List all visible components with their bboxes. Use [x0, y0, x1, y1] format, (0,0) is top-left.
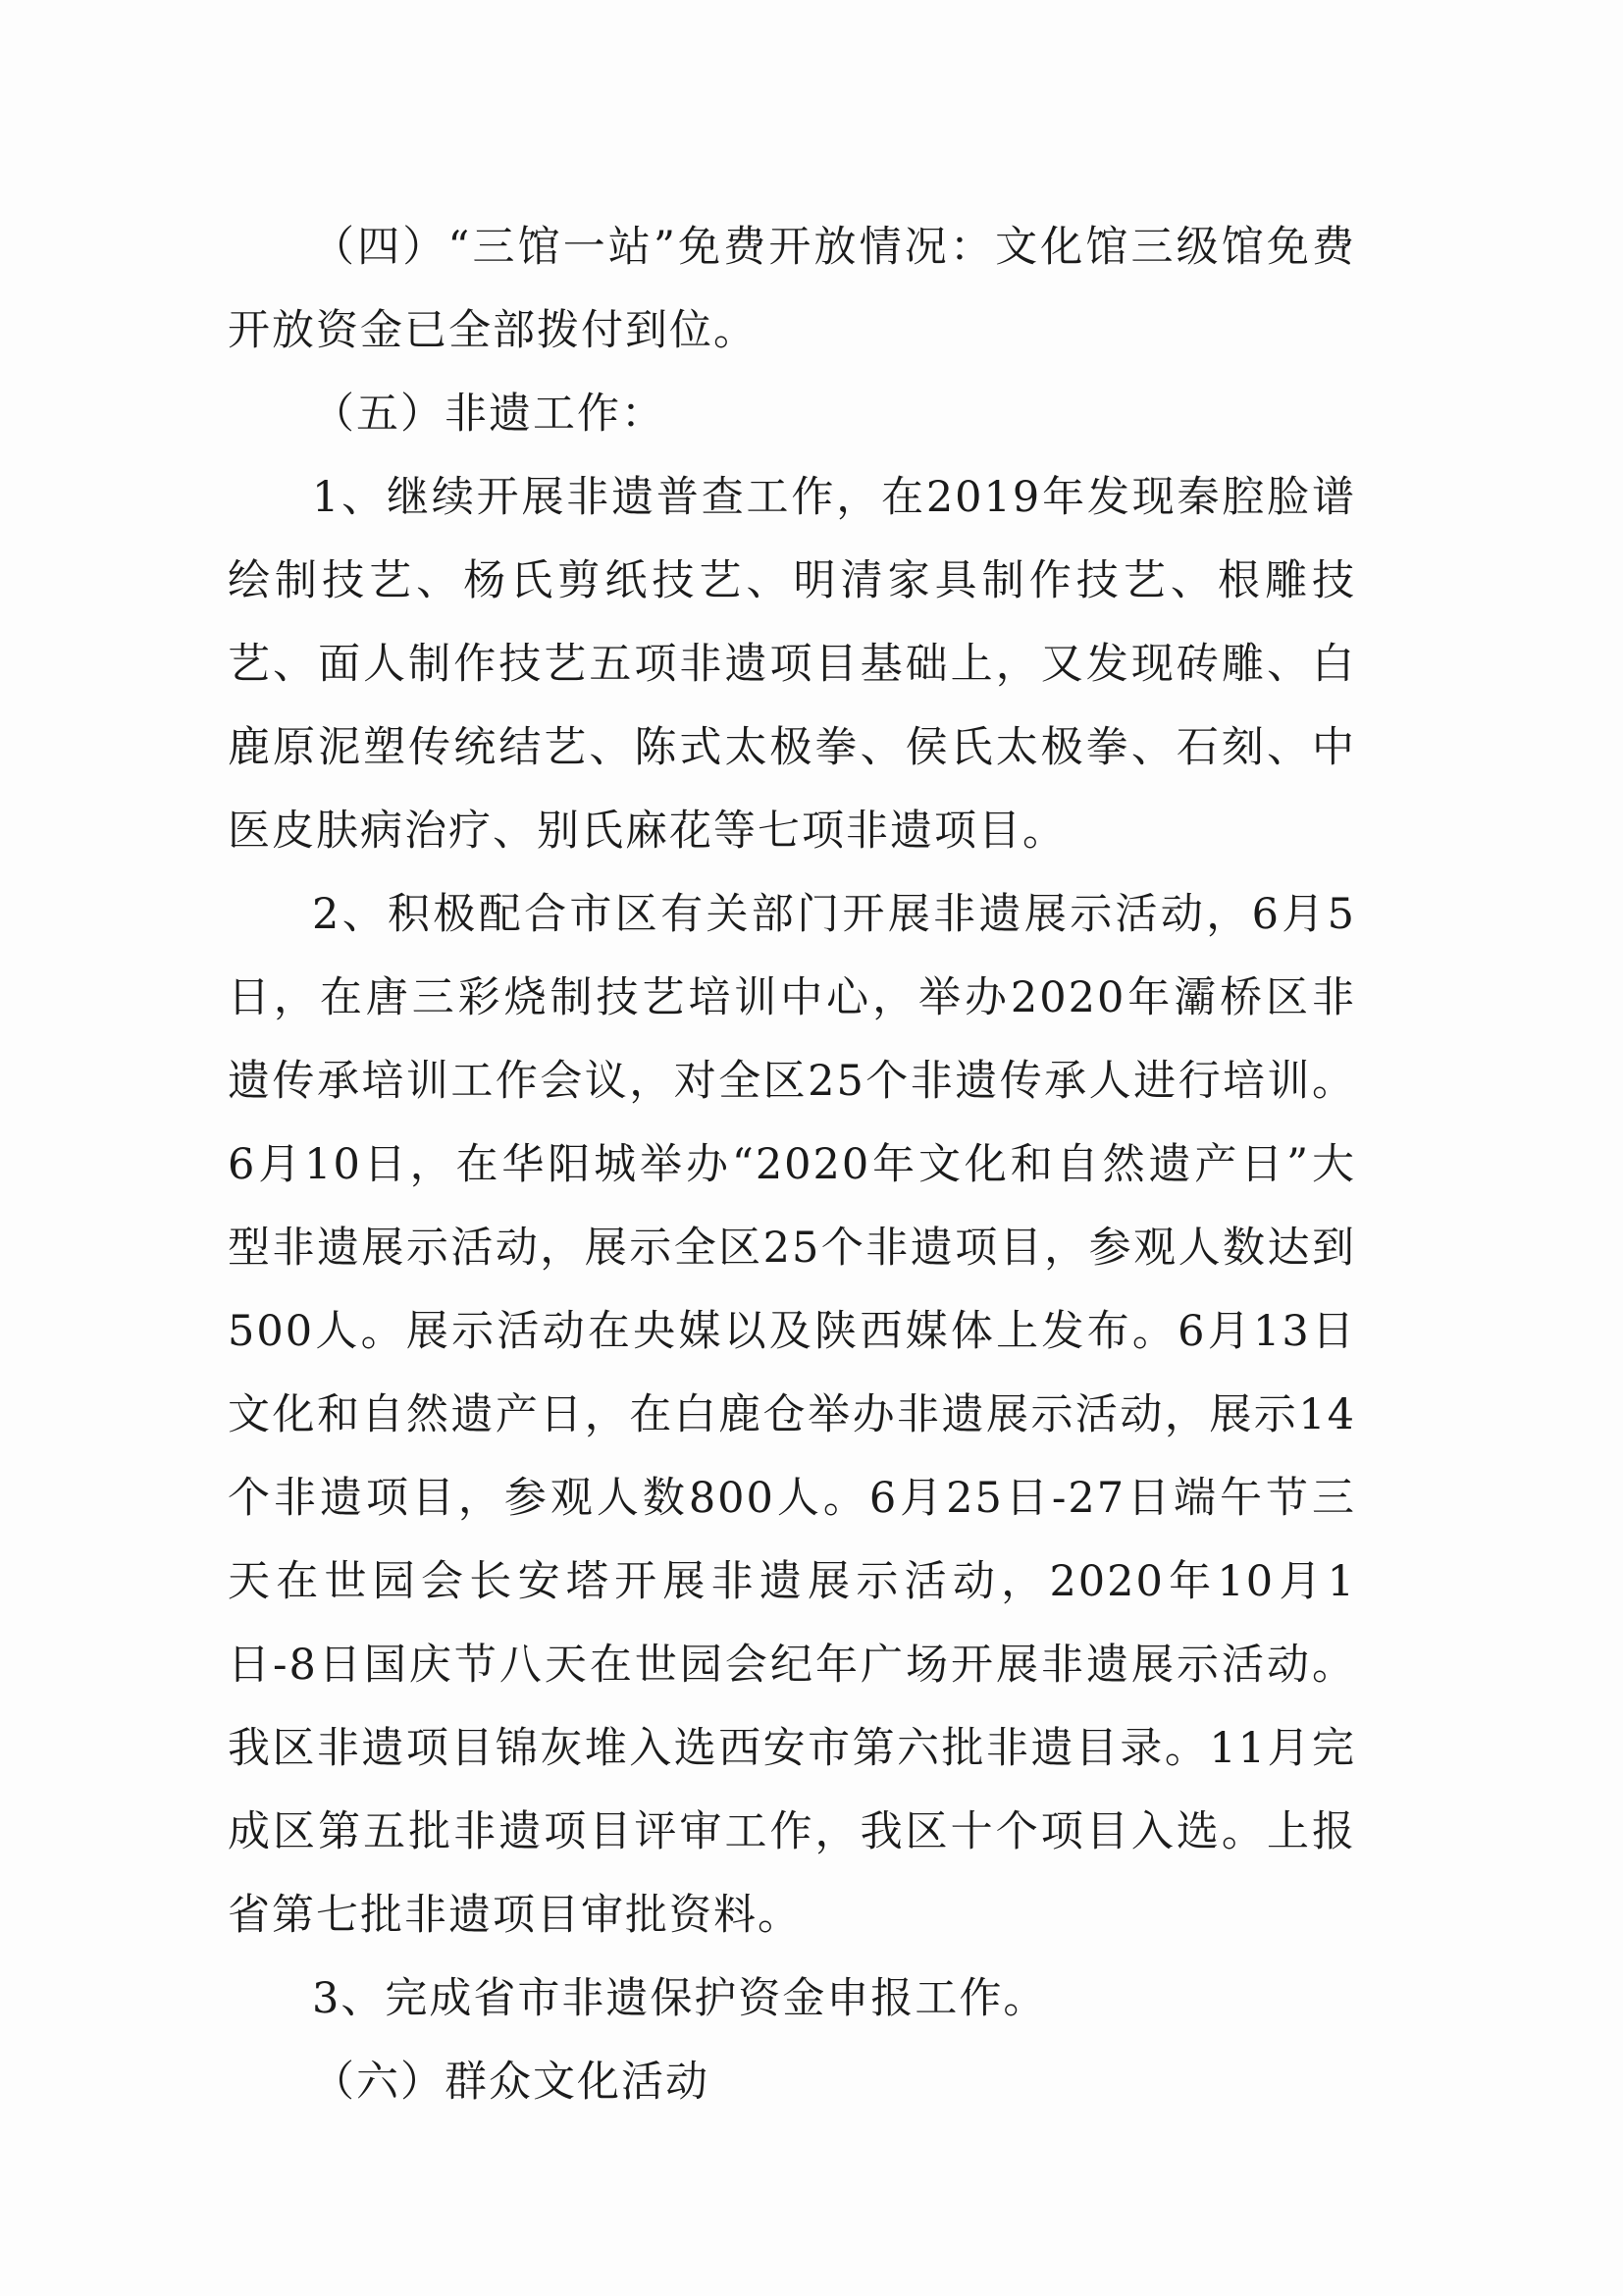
document-body — [228, 206, 1356, 2124]
heading-intangible-heritage: （五）非遗工作： — [312, 390, 665, 439]
heading-mass-cultural-activities: （六）群众文化活动 — [312, 2058, 709, 2107]
paragraph-protection-funds: 3、完成省市非遗保护资金申报工作。 — [312, 1974, 1048, 2023]
paragraph-heritage-exhibitions: 2、积极配合市区有关部门开展非遗展示活动，6月5日，在唐三彩烧制技艺培训中心，举办2020年灞桥区非遗传承培训工作会议，对全区25个非遗传承人进行培训。6月10日，在华阳城举办“2020年文化和自然遗产日”大型非遗展示活动，展示全区25个非遗项目，参观人数达到500人。展示活动在央媒以及陕西媒体上发布。6月13日文化和自然遗产日，在白鹿仓举办非遗展示活动，展示14个非遗项目，参观人数800人。6月25日-27日端午节三天在世园会长安塔开展非遗展示活动，2020年10月1日-8日国庆节八天在世园会纪年广场开展非遗展示活动。我区非遗项目锦灰堆入选西安市第六批非遗目录。11月完成区第五批非遗项目评审工作，我区十个项目入选。上报省第七批非遗项目审批资料。 — [228, 890, 1356, 1940]
paragraph-free-opening: （四）“三馆一站”免费开放情况：文化馆三级馆免费开放资金已全部拨付到位。 — [228, 223, 1356, 355]
paragraph-heritage-survey: 1、继续开展非遗普查工作，在2019年发现秦腔脸谱绘制技艺、杨氏剪纸技艺、明清家具制作技艺、根雕技艺、面人制作技艺五项非遗项目基础上，又发现砖雕、白鹿原泥塑传统结艺、陈式太极拳、侯氏太极拳、石刻、中医皮肤病治疗、别氏麻花等七项非遗项目。 — [228, 473, 1356, 856]
